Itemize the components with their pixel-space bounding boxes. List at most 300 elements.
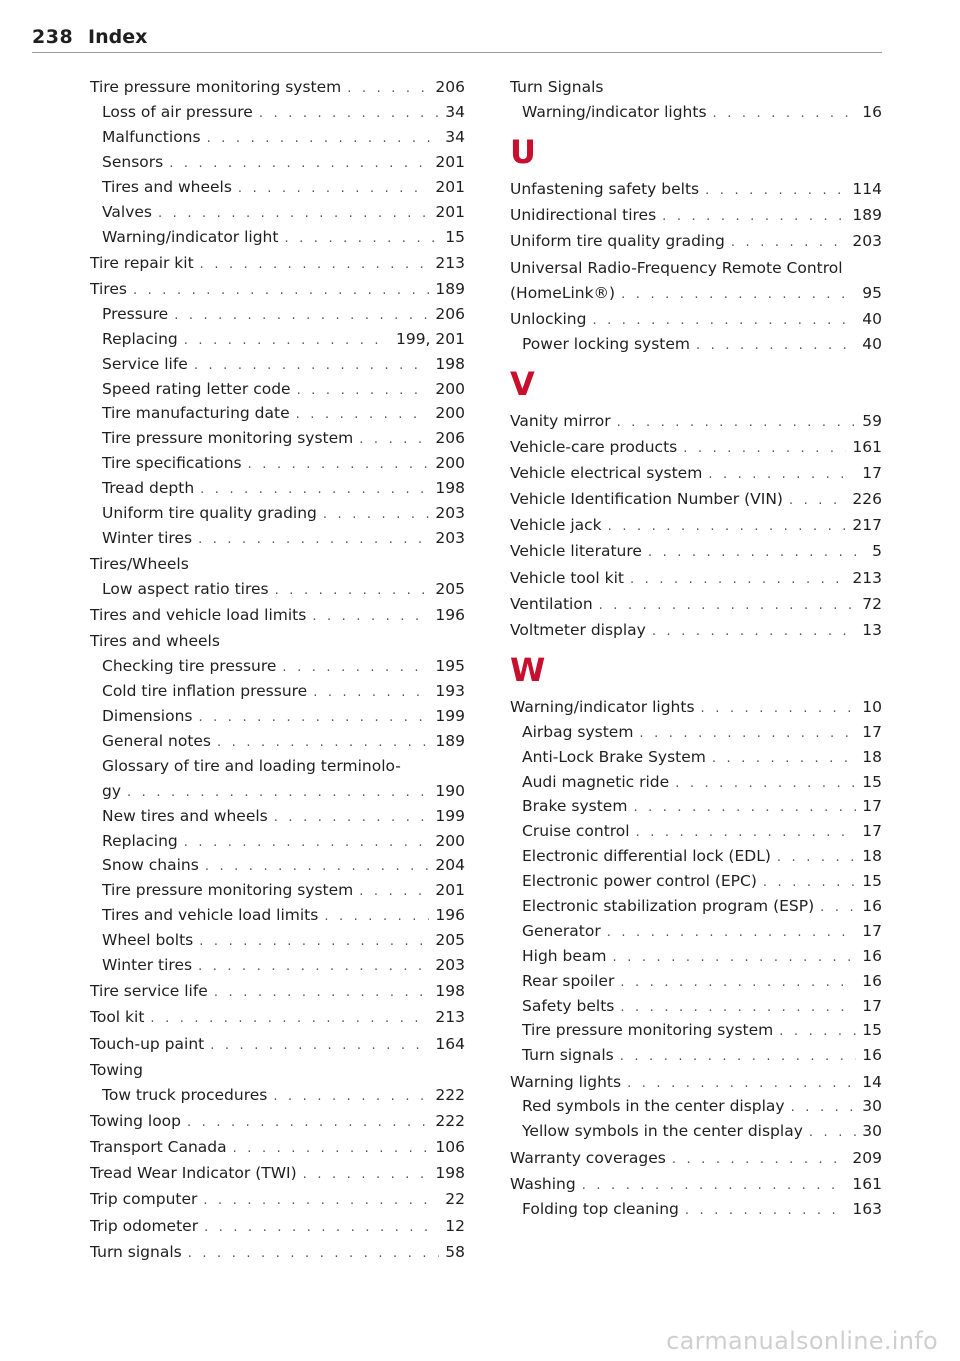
index-subentry [90,175,465,200]
entry-label: Unidirectional tires [510,206,657,225]
index-entry [510,461,882,486]
entry-label: Sensors [102,152,164,171]
index-entry [510,435,882,460]
index-subentry [510,844,882,869]
entry-page-ref[interactable]: 199 [435,707,465,726]
index-column-right [510,74,882,1221]
entry-page-ref[interactable]: 213 [435,1008,465,1027]
index-subentry [510,720,882,745]
entry-label: Tread Wear Indicator (TWI) [90,1164,297,1183]
dot-leader [284,227,439,252]
entry-page-ref[interactable]: 17 [862,797,882,816]
entry-page-ref[interactable]: 18 [862,747,882,766]
entry-label: Vehicle Identification Number (VIN) [510,490,783,509]
entry-label: Low aspect ratio tires [102,580,269,598]
index-entry [90,552,465,577]
dot-leader [731,231,847,256]
entry-page-ref[interactable]: 226 [852,490,882,509]
index-entry [90,1161,465,1186]
dot-leader [636,821,857,846]
entry-label: Generator [522,921,601,940]
index-entry [510,75,882,100]
page-header [32,26,882,54]
entry-page-ref[interactable]: 114 [852,180,882,199]
entry-page-ref[interactable]: 5 [872,542,882,561]
dot-leader [169,152,429,177]
entry-label: Brake system [522,797,628,816]
dot-leader [158,202,429,227]
entry-page-ref[interactable]: 161 [852,1174,882,1193]
entry-label: Unlocking [510,309,587,328]
dot-leader [621,283,856,308]
dot-leader [282,656,429,681]
entry-label: Unfastening safety belts [510,180,700,199]
section-letter-u: U [510,133,536,172]
entry-label: Vehicle jack [510,516,602,535]
dot-leader [217,731,429,756]
entry-page-ref[interactable]: 200 [435,379,465,398]
entry-label: Tread depth [102,479,195,498]
entry-label: Tires and wheels [90,632,220,651]
dot-leader [204,1216,439,1241]
index-subentry [510,794,882,819]
entry-label: Warning/indicator lights [522,103,707,122]
entry-page-ref[interactable]: 16 [862,1046,882,1065]
entry-page-ref[interactable]: 16 [862,103,882,122]
dot-leader [359,880,429,905]
entry-label: New tires and wheels [102,806,268,825]
index-subentry [90,928,465,953]
index-subentry [510,1197,882,1222]
entry-page-ref[interactable]: 14 [862,1072,882,1091]
index-subentry [90,200,465,225]
index-subentry [90,679,465,704]
dot-leader [198,955,429,980]
entry-page-ref[interactable]: 15 [862,772,882,791]
entry-label: Tires and wheels [102,177,232,196]
entry-page-ref[interactable]: 17 [862,921,882,940]
entry-page-ref[interactable]: 95 [862,283,882,302]
entry-page-ref[interactable]: 198 [435,1164,465,1183]
dot-leader [274,806,430,831]
entry-label: Loss of air pressure [102,103,253,122]
entry-label: Turn signals [522,1046,614,1065]
entry-page-ref[interactable]: 58 [445,1242,465,1261]
watermark: carmanualsonline.info [666,1327,938,1355]
dot-leader [233,1137,430,1162]
entry-page-ref[interactable]: 222 [435,1111,465,1130]
index-entry [90,75,465,100]
entry-label: Trip odometer [90,1216,199,1235]
entry-label: Transport Canada [90,1137,227,1156]
dot-leader [607,921,857,946]
entry-page-ref[interactable]: 34 [445,103,465,122]
index-entry [90,1187,465,1212]
entry-label: Cruise control [522,822,630,841]
entry-label: Electronic differential lock (EDL) [522,847,771,866]
index-subentry [90,654,465,679]
index-entry [510,566,882,591]
dot-leader [779,1020,856,1045]
entry-label: Universal Radio-Frequency Remote Control [510,258,843,277]
entry-label: Electronic stabilization program (ESP) [522,897,815,916]
dot-leader [701,697,857,722]
dot-leader [683,437,846,462]
dot-leader [620,996,856,1021]
index-entry [510,695,882,720]
dot-leader [205,855,430,880]
entry-page-ref[interactable]: 15 [862,1021,882,1040]
index-entry [510,229,882,254]
entry-page-ref[interactable]: 190 [435,781,465,800]
dot-leader [174,304,429,329]
index-subentry [90,526,465,551]
entry-label: Tow truck procedures [102,1085,268,1104]
entry-label: Replacing [102,831,178,850]
entry-label: Rear spoiler [522,971,615,990]
dot-leader [617,411,857,436]
entry-label: Anti-Lock Brake System [522,747,706,766]
entry-page-ref[interactable]: 30 [862,1097,882,1116]
dot-leader [238,177,429,202]
entry-page-ref[interactable]: 40 [862,309,882,328]
index-entry [90,1005,465,1030]
entry-page-ref[interactable]: 189 [435,731,465,750]
index-subentry [90,729,465,754]
dot-leader [639,722,856,747]
entry-label: Tires and vehicle load limits [102,906,319,925]
entry-page-ref[interactable]: 201 [435,177,465,196]
entry-label: Tool kit [90,1008,145,1027]
section-title: Index [88,26,148,48]
dot-leader [713,102,857,127]
dot-leader [273,1085,429,1110]
entry-label: Folding top cleaning [522,1199,679,1218]
entry-page-ref[interactable]: 206 [435,304,465,323]
entry-page-ref[interactable]: 198 [435,479,465,498]
dot-leader [324,905,429,930]
index-subentry [90,1083,465,1108]
dot-leader [608,515,847,540]
entry-page-ref[interactable]: 203 [435,955,465,974]
dot-leader [188,1242,440,1267]
entry-page-ref[interactable]: 189 [852,206,882,225]
dot-leader [789,489,846,514]
entry-label: Vehicle-care products [510,437,678,456]
entry-label: Tire repair kit [90,253,194,272]
dot-leader [627,1072,856,1097]
entry-label: Audi magnetic ride [522,772,670,791]
index-subentry [90,401,465,426]
dot-leader [184,329,390,354]
entry-page-ref[interactable]: 196 [435,606,465,625]
entry-page-ref[interactable]: 163 [852,1199,882,1218]
entry-page-ref[interactable]: 189 [435,280,465,299]
index-subentry [510,1018,882,1043]
index-entry [510,409,882,434]
dot-leader [199,930,429,955]
index-subentry [90,352,465,377]
entry-page-ref[interactable]: 40 [862,334,882,353]
entry-page-ref[interactable]: 213 [435,253,465,272]
entry-page-ref[interactable]: 59 [862,411,882,430]
entry-page-ref[interactable]: 18 [862,847,882,866]
dot-leader [297,379,430,404]
entry-label: Winter tires [102,528,193,547]
index-subentry [510,944,882,969]
dot-leader [150,1007,429,1032]
entry-label: Turn Signals [510,78,604,97]
index-subentry [510,869,882,894]
entry-page-ref[interactable]: 199, 201 [395,329,465,348]
dot-leader [652,620,856,645]
entry-page-ref[interactable]: 209 [852,1148,882,1167]
dot-leader [685,1199,847,1224]
entry-label: Voltmeter display [510,621,646,639]
dot-leader [633,796,856,821]
index-entry [90,1109,465,1134]
index-entry [90,1058,465,1083]
index-entry [90,603,465,628]
entry-page-ref[interactable]: 198 [435,354,465,373]
entry-label: Towing loop [90,1111,182,1130]
entry-page-ref[interactable]: 205 [435,931,465,950]
index-subentry [90,501,465,526]
index-subentry [510,969,882,994]
index-entry [510,307,882,332]
index-subentry [90,377,465,402]
index-entry [510,592,882,617]
entry-page-ref[interactable]: 217 [852,516,882,535]
index-subentry [90,100,465,125]
index-subentry [510,770,882,795]
entry-page-ref[interactable]: 15 [862,872,882,891]
dot-leader [630,568,846,593]
entry-page-ref[interactable]: 17 [862,822,882,841]
entry-label: Vehicle electrical system [510,463,703,482]
entry-label: Vehicle tool kit [510,568,624,587]
entry-label: Tire specifications [102,454,242,473]
entry-page-ref[interactable]: 22 [445,1190,465,1209]
entry-label: Electronic power control (EPC) [522,872,757,891]
entry-page-ref[interactable]: 17 [862,463,882,482]
dot-leader [359,428,429,453]
dot-leader [296,403,430,428]
dot-leader [275,579,430,604]
index-subentry [90,704,465,729]
dot-leader [194,354,430,379]
entry-page-ref[interactable]: 161 [852,437,882,456]
dot-leader [214,981,430,1006]
entry-label: Tires and vehicle load limits [90,606,307,625]
dot-leader [210,1034,429,1059]
index-subentry [510,994,882,1019]
entry-page-ref[interactable]: 200 [435,404,465,423]
entry-label: Touch-up paint [90,1034,205,1053]
entry-label: Safety belts [522,996,615,1015]
index-subentry [90,903,465,928]
entry-page-ref[interactable]: 201 [435,881,465,900]
entry-page-ref[interactable]: 13 [862,621,882,639]
entry-page-ref[interactable]: 15 [445,227,465,246]
entry-page-ref[interactable]: 17 [862,996,882,1015]
entry-label: Yellow symbols in the center display [522,1122,803,1141]
dot-leader [184,831,430,856]
dot-leader [809,1121,856,1146]
index-entry [510,618,882,643]
dot-leader [705,179,846,204]
entry-label: Warranty coverages [510,1148,666,1167]
index-entry [510,177,882,202]
dot-leader [259,102,439,127]
index-entry [90,277,465,302]
index-subentry [90,577,465,602]
entry-page-ref[interactable]: 17 [862,722,882,741]
entry-label: Wheel bolts [102,931,194,950]
index-entry [90,629,465,654]
entry-page-ref[interactable]: 12 [445,1216,465,1235]
dot-leader [203,1189,439,1214]
dot-leader [648,541,866,566]
entry-label: Tire pressure monitoring system [90,78,342,97]
entry-page-ref[interactable]: 72 [862,594,882,613]
entry-page-ref[interactable]: 193 [435,682,465,701]
dot-leader [820,896,856,921]
entry-page-ref[interactable]: 199 [435,806,465,825]
index-subentry [90,225,465,250]
index-subentry [90,426,465,451]
page-number: 238 [32,26,74,48]
entry-label: Red symbols in the center display [522,1097,785,1116]
entry-page-ref[interactable]: 213 [852,568,882,587]
dot-leader [708,463,856,488]
entry-page-ref[interactable]: 203 [852,232,882,251]
index-subentry [90,953,465,978]
entry-label: Tires/Wheels [90,555,189,574]
index-subentry [90,125,465,150]
entry-label: Glossary of tire and loading terminolo- [102,756,401,775]
entry-label: Power locking system [522,334,691,353]
entry-page-ref[interactable]: 10 [862,697,882,716]
entry-label: (HomeLink®) [510,283,616,302]
entry-page-ref[interactable]: 222 [435,1085,465,1104]
dot-leader [620,1045,857,1070]
entry-page-ref[interactable]: 16 [862,897,882,916]
entry-label: Tire service life [90,982,208,1001]
header-divider [32,52,882,53]
index-entry [510,513,882,538]
entry-page-ref[interactable]: 106 [435,1137,465,1156]
dot-leader [620,971,856,996]
entry-page-ref[interactable]: 16 [862,946,882,965]
index-entry [90,251,465,276]
entry-page-ref[interactable]: 34 [445,128,465,147]
index-subentry [510,894,882,919]
dot-leader [200,253,430,278]
entry-label: General notes [102,731,212,750]
entry-page-ref[interactable]: 201 [435,152,465,171]
entry-label: Warning lights [510,1072,622,1091]
entry-label: High beam [522,946,607,965]
entry-page-ref[interactable]: 200 [435,454,465,473]
entry-label: Snow chains [102,856,199,875]
entry-label: Warning/indicator lights [510,697,695,716]
entry-label: Vehicle literature [510,542,642,561]
entry-label: Trip computer [90,1190,198,1209]
entry-page-ref[interactable]: 30 [862,1122,882,1141]
entry-page-ref[interactable]: 204 [435,856,465,875]
dot-leader [662,205,846,230]
entry-label: Uniform tire quality grading [510,232,725,251]
index-subentry [510,100,882,125]
dot-leader [127,781,429,806]
entry-label: Ventilation [510,594,593,613]
dot-leader [198,528,429,553]
index-subentry [90,451,465,476]
entry-label: gy [102,781,122,800]
index-entry [90,1214,465,1239]
entry-page-ref[interactable]: 16 [862,971,882,990]
entry-page-ref[interactable]: 195 [435,657,465,676]
dot-leader [347,77,429,102]
section-letter-w: W [510,650,546,689]
entry-label: Tire pressure monitoring system [522,1021,774,1040]
entry-label: Replacing [102,329,178,348]
index-entry [90,1240,465,1265]
dot-leader [763,871,856,896]
index-subentry [90,853,465,878]
entry-page-ref[interactable]: 205 [435,580,465,598]
dot-leader [133,279,429,304]
entry-page-ref[interactable]: 206 [435,78,465,97]
entry-page-ref[interactable]: 203 [435,504,465,523]
index-entry [510,256,882,281]
entry-label: Valves [102,202,152,221]
dot-leader [613,946,857,971]
index-subentry [510,1094,882,1119]
dot-leader [675,772,856,797]
index-subentry [90,754,465,779]
dot-leader [672,1148,847,1173]
entry-label: Dimensions [102,707,193,726]
index-entry [510,1146,882,1171]
entry-page-ref[interactable]: 203 [435,528,465,547]
index-entry [90,1032,465,1057]
entry-page-ref[interactable]: 196 [435,906,465,925]
entry-label: Vanity mirror [510,411,611,430]
entry-label: Checking tire pressure [102,657,277,676]
entry-label: Airbag system [522,722,634,741]
index-subentry [90,150,465,175]
dot-leader [248,453,430,478]
dot-leader [599,594,857,619]
entry-page-ref[interactable]: 200 [435,831,465,850]
dot-leader [313,681,429,706]
index-entry [90,979,465,1004]
entry-page-ref[interactable]: 201 [435,202,465,221]
entry-label: Uniform tire quality grading [102,504,317,523]
dot-leader [712,747,856,772]
entry-label: Winter tires [102,955,193,974]
dot-leader [207,127,440,152]
index-subentry [90,476,465,501]
entry-label: Tire pressure monitoring system [102,881,354,900]
entry-page-ref[interactable]: 164 [435,1034,465,1053]
dot-leader [200,478,429,503]
entry-page-ref[interactable]: 206 [435,429,465,448]
entry-page-ref[interactable]: 198 [435,982,465,1001]
index-subentry [90,804,465,829]
